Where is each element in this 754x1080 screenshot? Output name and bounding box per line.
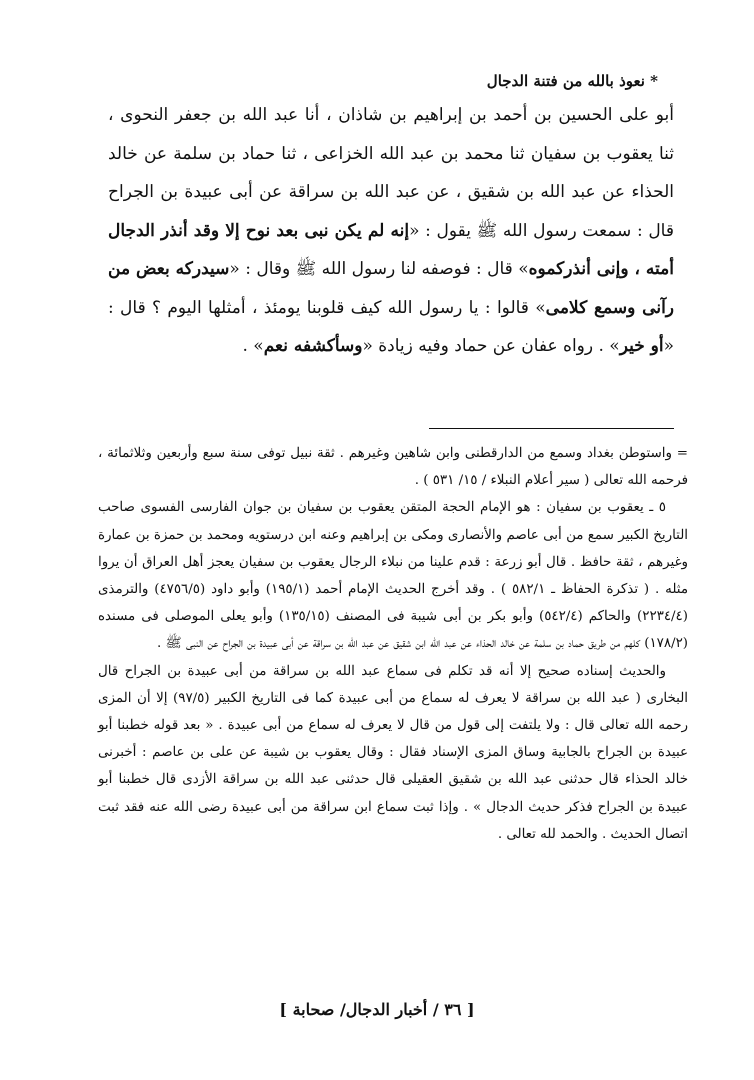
footnotes bbox=[98, 440, 688, 848]
main-paragraph bbox=[108, 96, 674, 366]
narration-text: » . رواه عفان عن حماد وفيه زيادة « bbox=[362, 336, 620, 356]
hadith-quote: أو خير bbox=[619, 336, 664, 356]
footnote-5: ٥ ـ يعقوب بن سفيان : هو الإمام الحجة المتقن يعقوب بن سفيان بن جوان الفارسى الفسوى صاحب التاريخ الكبير سمع من أبى عاصم والأنصارى ومكى بن إبراهيم وعنه ابن درستويه ومحمد بن حمزة بن عمارة وغيرهم ، ثقة حافظ . قال أبو زرعة : قدم علينا من نبلاء الرجال يعقوب بن سفيان يعجز أهل العراق أن يروا مثله . ( تذكرة الحفاظ ـ ٥٨٢/١ ) . وقد أخرج الحديث الإمام أحمد (١٩٥/١) وأبو داود (٤٧٥٦/٥) والترمذى (٢٢٣٤/٤) والحاكم (٥٤٢/٤) وأبو بكر بن أبى شيبة فى المصنف (١٣٥/١٥) وأبو يعلى الموصلى فى مسنده (١٧٨/٢) كلهم من طريق حماد بن سلمة عن خالد الحذاء عن عبد الله ابن شقيق عن عبد الله بن سراقة عن أبى عبيدة بن الجراح عن النبى ﷺ . bbox=[98, 500, 688, 652]
isnad-text: أبو على الحسين بن أحمد بن إبراهيم بن شاذان ، أنا عبد الله بن جعفر النحوى ، ثنا يعقوب بن سفيان ثنا محمد بن عبد الله الخزاعى ، ثنا حماد بن سلمة عن خالد الحذاء عن عبد الله بن شقيق ، عن عبد الله بن سراقة عن أبى عبيدة بن الجراح قال : سمعت رسول الله ﷺ يقول : « bbox=[108, 105, 674, 241]
narration-text: » قال : فوصفه لنا رسول الله ﷺ وقال : « bbox=[229, 259, 529, 279]
footnote-continuation: = واستوطن بغداد وسمع من الدارقطنى وابن شاهين وغيرهم . ثقة نبيل توفى سنة سبع وأربعين وثلاثمائة ، فرحمه الله تعالى ( سير أعلام النبلاء / ١٥/ ٥٣١ ) . bbox=[98, 446, 688, 489]
footnote-divider bbox=[429, 428, 674, 429]
narration-text: » قالوا : يا رسول الله كيف قلوبنا يومئذ ، أمثلها اليوم ؟ قال : « bbox=[108, 297, 674, 356]
narration-text: » . bbox=[242, 336, 264, 356]
hadith-quote: سيدركه بعض من رآنى وسمع كلامى bbox=[108, 259, 675, 318]
hadith-quote: إنه لم يكن نبى بعد نوح إلا وقد أنذر الدجال أمته ، وإنى أنذركموه bbox=[108, 220, 674, 279]
main-text bbox=[108, 96, 674, 366]
page-number-footer: [ ٣٦ / أخبار الدجال/ صحابة ] bbox=[279, 1000, 475, 1019]
footnote-paragraph: والحديث إسناده صحيح إلا أنه قد تكلم فى سماع عبد الله بن سراقة من أبى عبيدة بن الجراح قال البخارى ( عبد الله بن سراقة لا يعرف له سماع من أبى عبيدة كما فى التاريخ الكبير (٩٧/٥) إلا أن المزى رحمه الله تعالى قال : ولا يلتفت إلى قول من قال لا يعرف له سماع من أبى عبيدة . « بعد قوله خطبنا أبو عبيدة بن الجراح بالجابية وساق المزى الإسناد فقال : وقال يعقوب بن شيبة عن على بن عاصم : أخبرنى خالد الحذاء قال حدثنى عبد الله بن شقيق العقيلى قال حدثنى عبد الله بن سراقة الأزدى قال خطبنا أبو عبيدة بن الجراح فذكر حديث الدجال » . وإذا ثبت سماع ابن سراقة من أبى عبيدة رضى الله عنه فقد ثبت اتصال الحديث . والحمد لله تعالى . bbox=[98, 663, 688, 842]
hadith-quote: وسأكشفه نعم bbox=[263, 336, 363, 356]
running-header: * نعوذ بالله من فتنة الدجال bbox=[486, 72, 658, 90]
